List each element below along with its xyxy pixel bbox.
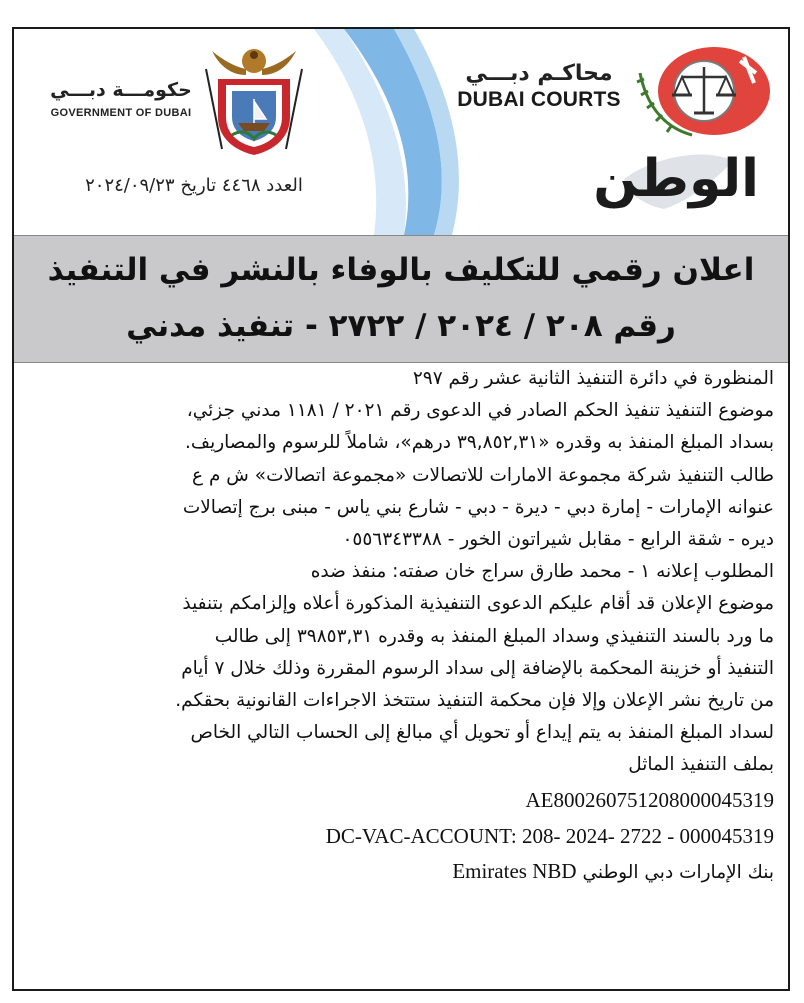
body-line: التنفيذ أو خزينة المحكمة بالإضافة إلى سداد الرسوم المقررة وذلك خلال ٧ أيام (181, 657, 774, 679)
body-line: طالب التنفيذ شركة مجموعة الامارات للاتصالات «مجموعة اتصالات» ش م ع (192, 464, 774, 486)
newspaper-name: الوطن (593, 149, 759, 209)
government-arabic-name: حكومـــة دبـــي (50, 79, 192, 101)
body-line: المنظورة في دائرة التنفيذ الثانية عشر رقم ٢٩٧ (412, 368, 774, 389)
body-line: ما ورد بالسند التنفيذي وسداد المبلغ المنفذ به وقدره ٣٩٨٥٣,٣١ إلى طالب (214, 625, 774, 647)
government-of-dubai-logo (32, 39, 322, 159)
notice-body (14, 363, 788, 890)
body-line: موضوع الإعلان قد أقام عليكم الدعوى التنفيذية المذكورة أعلاه وإلزامكم بتنفيذ (182, 593, 774, 615)
body-line: ديره - شقة الرابع - مقابل شيراتون الخور - ٠٥٥٦٣٤٣٣٨٨ (342, 529, 774, 551)
bank-name-arabic: بنك الإمارات دبي الوطني (582, 861, 774, 883)
bank-name (14, 854, 788, 890)
iban-number: AE800260751208000045319 (525, 787, 774, 812)
notice-title-line-1: اعلان رقمي للتكليف بالوفاء بالنشر في التنفيذ (47, 252, 755, 288)
body-line: بملف التنفيذ الماثل (628, 754, 774, 776)
body-line: موضوع التنفيذ تنفيذ الحكم الصادر في الدعوى رقم ٢٠٢١ / ١١٨١ مدني جزئي، (186, 400, 774, 422)
issue-number-date: العدد ٤٤٦٨ تاريخ ٢٠٢٤/٠٩/٢٣ (85, 175, 303, 196)
courts-english-name: DUBAI COURTS (457, 88, 621, 111)
body-line: لسداد المبلغ المنفذ به يتم إيداع أو تحويل أي مبالغ إلى الحساب التالي الخاص (190, 722, 774, 744)
body-line: المطلوب إعلانه ١ - محمد طارق سراج خان صفته: منفذ ضده (310, 561, 774, 583)
bank-name-english: Emirates NBD (452, 858, 577, 883)
dubai-government-emblem-icon (202, 39, 306, 157)
government-english-name: GOVERNMENT OF DUBAI (50, 107, 192, 119)
body-line: بسداد المبلغ المنفذ به وقدره «٣٩,٨٥٢,٣١ درهم»، شاملاً للرسوم والمصاريف. (185, 432, 774, 454)
notice-header (14, 29, 788, 235)
account-number: DC-VAC-ACCOUNT: 208- 2024- 2722 - 000045319 (325, 823, 774, 848)
dubai-courts-scales-icon (632, 43, 772, 139)
notice-title-line-2: رقم ٢٠٨ / ٢٠٢٤ / ٢٧٢٢ - تنفيذ مدني (126, 308, 676, 344)
notice-frame (12, 27, 790, 991)
body-line: من تاريخ نشر الإعلان وإلا فإن محكمة التنفيذ ستتخذ الاجراءات القانونية بحقكم. (175, 690, 774, 712)
body-line: عنوانه الإمارات - إمارة دبي - ديرة - دبي - شارع بني ياس - مبنى برج إتصالات (182, 496, 774, 518)
notice-title-band (14, 235, 788, 363)
courts-arabic-name: محاكـم دبـــي (465, 61, 613, 86)
dubai-courts-logo (454, 43, 778, 143)
